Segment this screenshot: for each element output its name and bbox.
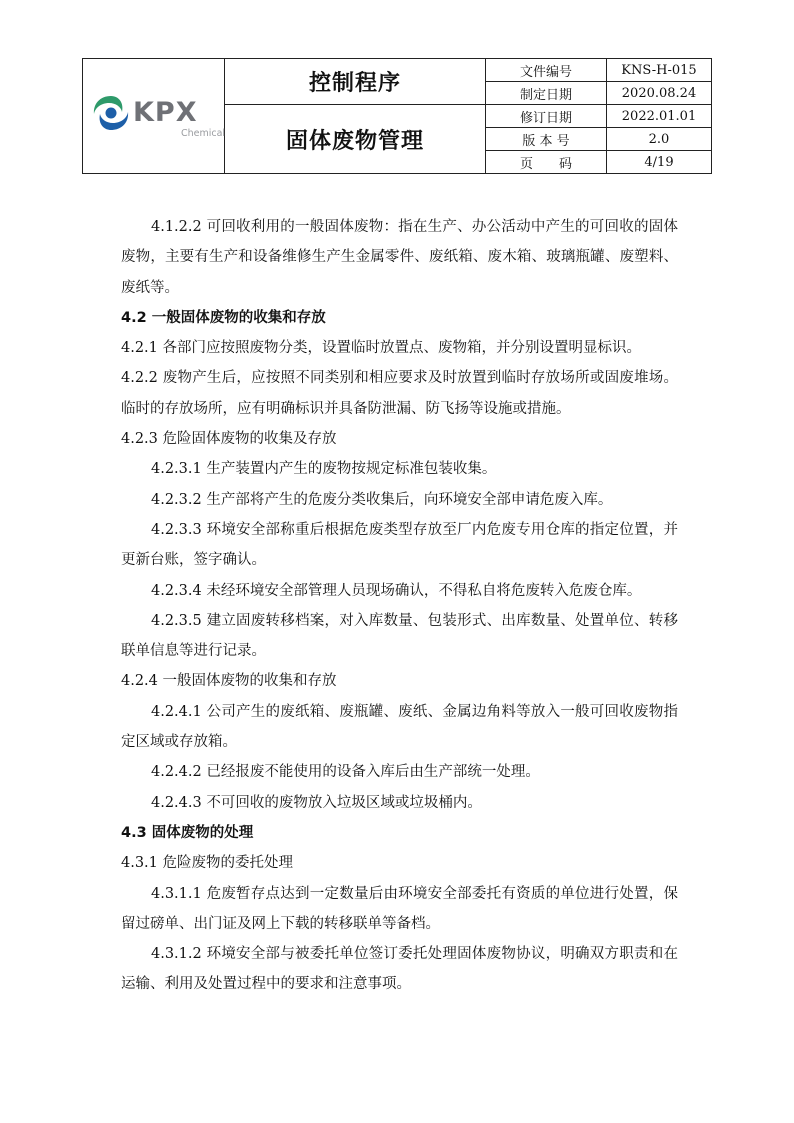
kpx-logo	[89, 89, 226, 145]
paragraph: 4.3.1.1 危废暂存点达到一定数量后由环境安全部委托有资质的单位进行处置，保留过磅单、出门证及网上下载的转移联单等备档。	[121, 885, 678, 932]
paragraph: 4.1.2.2 可回收利用的一般固体废物：指在生产、办公活动中产生的可回收的固体废物，主要有生产和设备维修生产生金属零件、废纸箱、废木箱、玻璃瓶罐、废塑料、废纸等。	[121, 219, 678, 296]
document-title: 固体废物管理	[225, 105, 486, 174]
paragraph: 4.2.4.2 已经报废不能使用的设备入库后由生产部统一处理。	[151, 764, 540, 781]
meta-key-created-date: 制定日期	[486, 82, 607, 105]
meta-key-doc-number: 文件编号	[486, 59, 607, 82]
meta-value-version: 2.0	[607, 128, 712, 151]
meta-value-created-date: 2020.08.24	[607, 82, 712, 105]
paragraph: 4.2.4.1 公司产生的废纸箱、废瓶罐、废纸、金属边角料等放入一般可回收废物指定区域或存放箱。	[121, 703, 678, 751]
meta-value-page: 4/19	[607, 151, 712, 174]
paragraph: 4.2.3.2 生产部将产生的危废分类收集后，向环境安全部申请危废入库。	[151, 491, 613, 508]
paragraph: 4.2.3 危险固体废物的收集及存放	[121, 431, 337, 448]
paragraph: 4.2.1 各部门应按照废物分类，设置临时放置点、废物箱，并分别设置明显标识。	[121, 340, 642, 357]
paragraph: 4.2.3.1 生产装置内产生的废物按规定标准包装收集。	[151, 461, 497, 478]
paragraph: 4.2.3.5 建立固废转移档案，对入库数量、包装形式、出库数量、处置单位、转移联单信息等进行记录。	[121, 612, 678, 660]
meta-key-page: 页 码	[486, 151, 607, 174]
paragraph: 4.2.3.4 未经环境安全部管理人员现场确认，不得私自将危废转入危废仓库。	[151, 582, 642, 599]
document-type-title: 控制程序	[225, 59, 486, 105]
meta-value-revised-date: 2022.01.01	[607, 105, 712, 128]
paragraph: 4.2.4.3 不可回收的废物放入垃圾区域或垃圾桶内。	[151, 794, 482, 811]
logo-cell	[83, 59, 225, 174]
paragraph: 4.2.3.3 环境安全部称重后根据危废类型存放至厂内危废专用仓库的指定位置，并更新台账，签字确认。	[121, 521, 678, 569]
section-heading: 4.3 固体废物的处理	[121, 824, 254, 841]
document-body	[121, 212, 678, 1000]
kpx-swirl-icon	[91, 93, 131, 133]
paragraph: 4.3.1.2 环境安全部与被委托单位签订委托处理固体废物协议，明确双方职责和在运输、利用及处置过程中的要求和注意事项。	[121, 946, 678, 993]
meta-key-version: 版 本 号	[486, 128, 607, 151]
paragraph: 4.2.2 废物产生后，应按照不同类别和相应要求及时放置到临时存放场所或固废堆场。临时的存放场所，应有明确标识并具备防泄漏、防飞扬等设施或措施。	[121, 370, 678, 417]
meta-value-doc-number: KNS-H-015	[607, 59, 712, 82]
logo-wordmark: KPX	[133, 97, 198, 128]
paragraph: 4.3.1 危险废物的委托处理	[121, 855, 294, 872]
logo-subtitle: Chemical	[181, 128, 226, 139]
document-header-table	[82, 58, 712, 174]
section-heading: 4.2 一般固体废物的收集和存放	[121, 309, 326, 326]
paragraph: 4.2.4 一般固体废物的收集和存放	[121, 673, 337, 690]
meta-key-revised-date: 修订日期	[486, 105, 607, 128]
